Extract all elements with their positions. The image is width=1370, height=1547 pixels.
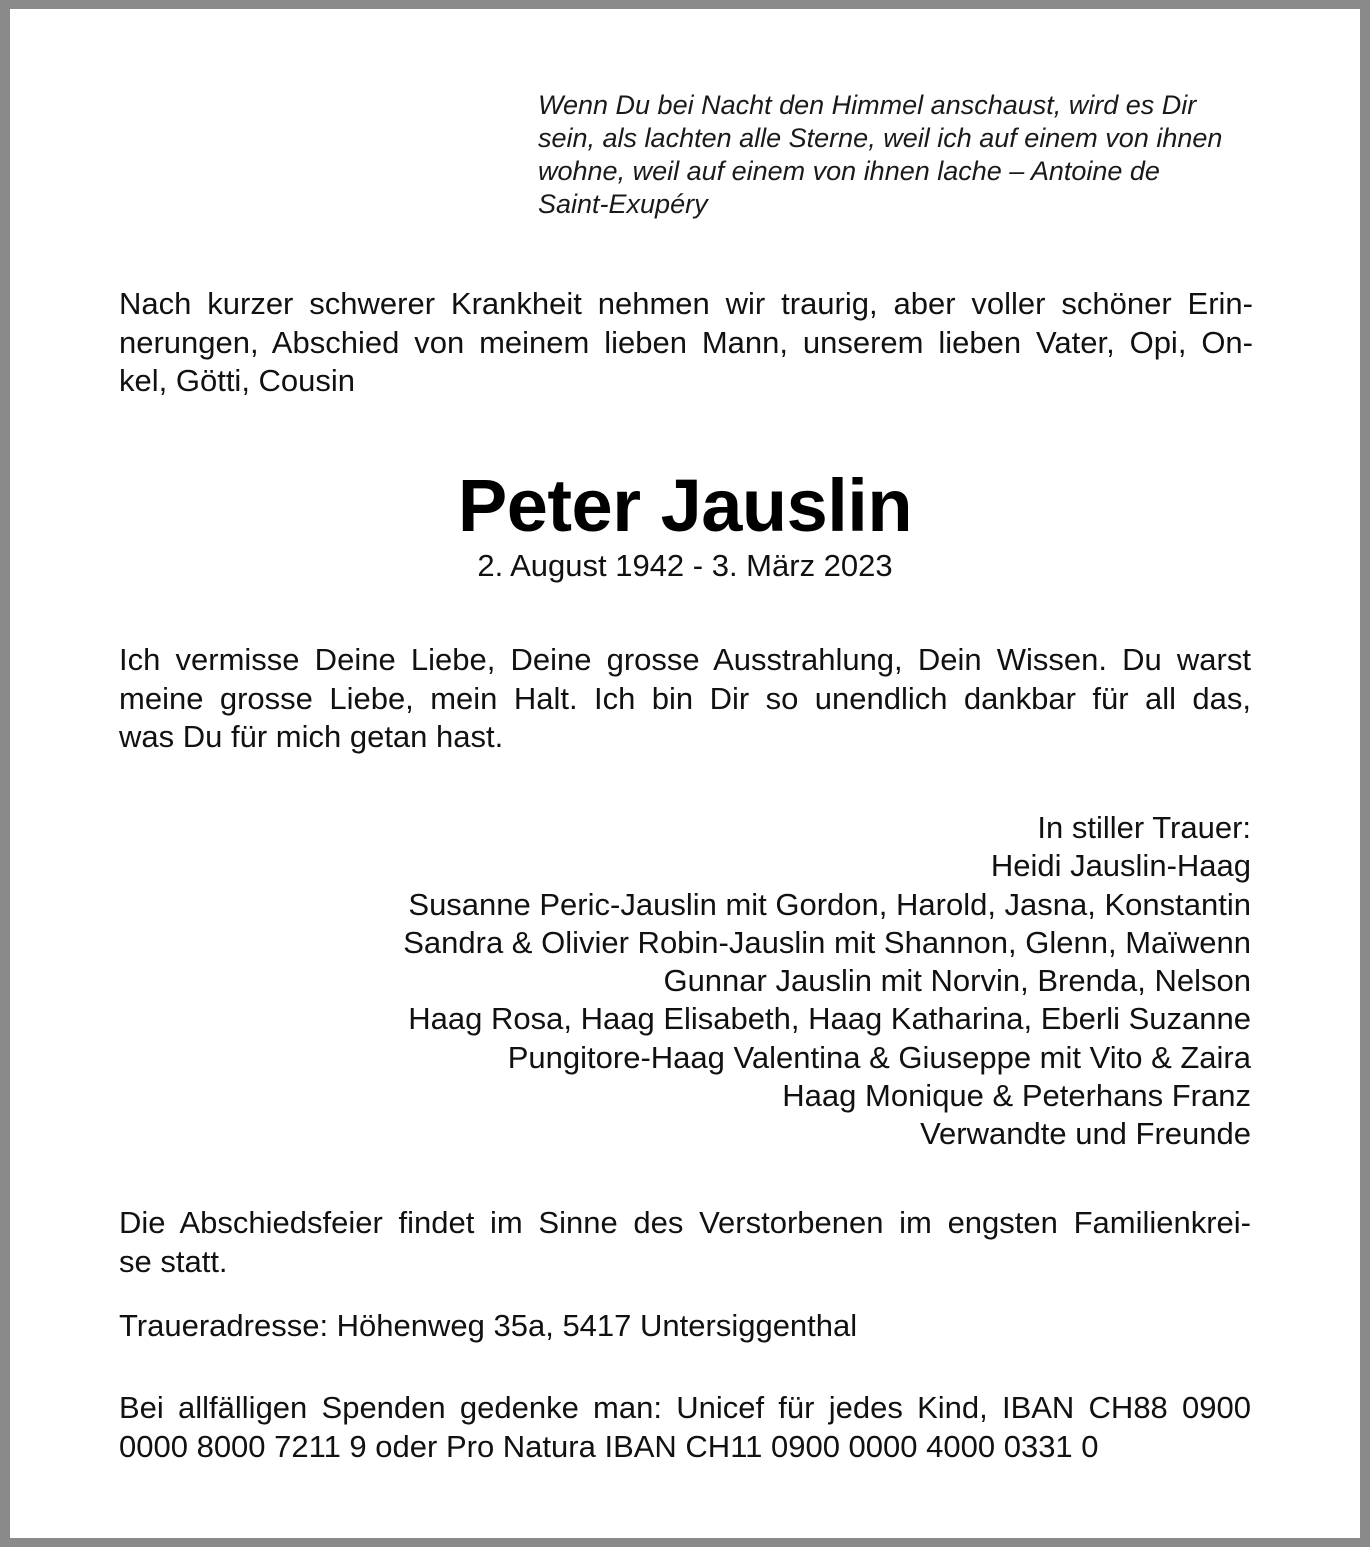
ceremony-line: se statt. (119, 1243, 228, 1279)
mourner-entry: Heidi Jauslin-Haag (990, 848, 1251, 884)
intro-line: kel, Götti, Cousin (119, 363, 356, 398)
message-line: Ich vermisse Deine Liebe, Deine grosse Ausstrahlung, Dein Wissen. Du warst (119, 642, 1251, 677)
mourner-entry: Haag Rosa, Haag Elisabeth, Haag Katharina, Eberli Suzanne (408, 1001, 1251, 1037)
mourner-entry: Susanne Peric-Jauslin mit Gordon, Harold, Jasna, Konstantin (408, 886, 1251, 922)
quote-line: sein, als lachten alle Sterne, weil ich auf einem von ihnen (538, 123, 1223, 153)
mourning-address: Traueradresse: Höhenweg 35a, 5417 Untersiggenthal (119, 1308, 858, 1343)
intro-line: nerungen, Abschied von meinem lieben Mann, unserem lieben Vater, Opi, On- (119, 324, 1253, 360)
message-line: was Du für mich getan hast. (119, 719, 504, 754)
mourner-entry: Pungitore-Haag Valentina & Giuseppe mit Vito & Zaira (507, 1039, 1251, 1075)
quote-line: Saint-Exupéry (538, 189, 708, 219)
life-dates: 2. August 1942 - 3. März 2023 (477, 548, 893, 583)
mourners-list (310, 809, 1251, 1154)
personal-message (119, 641, 1251, 757)
epigraph-quote (538, 89, 1238, 221)
mourners-heading: In stiller Trauer: (1037, 810, 1251, 845)
obituary-page (10, 9, 1360, 1538)
deceased-name: Peter Jauslin (457, 464, 913, 547)
mourner-entry: Gunnar Jauslin mit Norvin, Brenda, Nelson (663, 963, 1251, 999)
ceremony-notice (119, 1204, 1251, 1281)
ceremony-line: Die Abschiedsfeier findet im Sinne des Verstorbenen im engsten Familienkrei- (119, 1205, 1251, 1240)
quote-line: Wenn Du bei Nacht den Himmel anschaust, wird es Dir (538, 90, 1197, 120)
intro-line: Nach kurzer schwerer Krankheit nehmen wir traurig, aber voller schöner Erin- (119, 286, 1253, 321)
donations-notice (119, 1389, 1251, 1466)
mourner-entry: Verwandte und Freunde (920, 1116, 1251, 1152)
donations-line: 0000 8000 7211 9 oder Pro Natura IBAN CH11 0900 0000 4000 0331 0 (119, 1428, 1099, 1464)
quote-line: wohne, weil auf einem von ihnen lache – Antoine de (538, 156, 1160, 186)
intro-paragraph (119, 285, 1253, 401)
message-line: meine grosse Liebe, mein Halt. Ich bin Dir so unendlich dankbar für all das, (119, 680, 1251, 716)
mourner-entry: Sandra & Olivier Robin-Jauslin mit Shannon, Glenn, Maïwenn (403, 924, 1251, 960)
donations-line: Bei allfälligen Spenden gedenke man: Unicef für jedes Kind, IBAN CH88 0900 (119, 1390, 1251, 1425)
mourner-entry: Haag Monique & Peterhans Franz (782, 1078, 1251, 1114)
